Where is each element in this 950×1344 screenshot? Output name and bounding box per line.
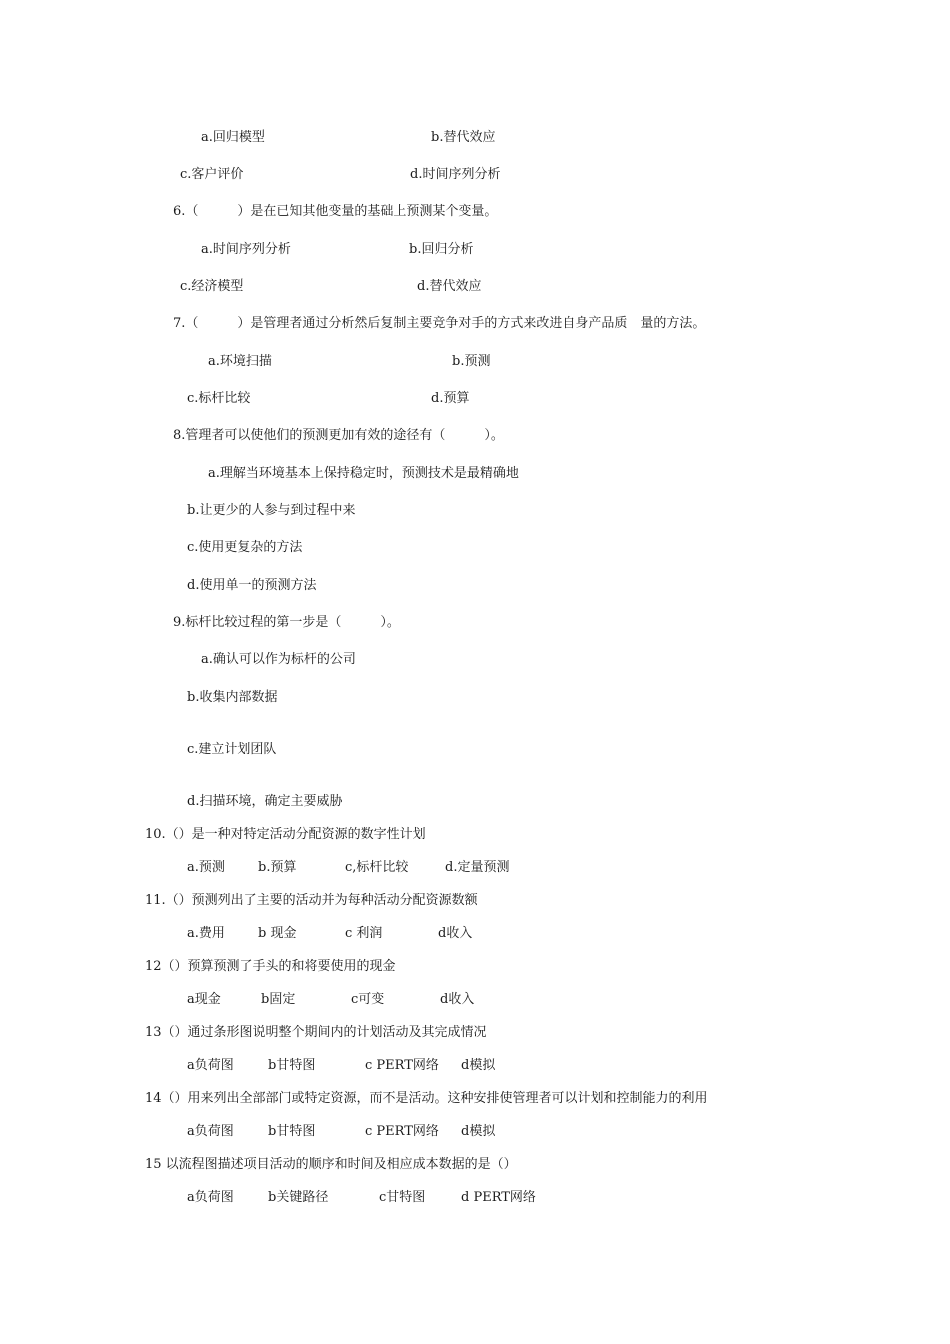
q14-option-b: b甘特图: [268, 1124, 316, 1139]
q5-option-a: a.回归模型: [201, 130, 265, 145]
q9-option-b: b.收集内部数据: [187, 690, 278, 705]
q6-option-a: a.时间序列分析: [201, 242, 291, 257]
q14-question: 14（）用来列出全部部门或特定资源，而不是活动。这种安排使管理者可以计划和控制能力的利用: [145, 1091, 708, 1106]
q7-question: 7.（ ）是管理者通过分析然后复制主要竞争对手的方式来改进自身产品质 量的方法。: [173, 316, 706, 331]
q6-option-b: b.回归分析: [409, 242, 474, 257]
q13-question: 13（）通过条形图说明整个期间内的计划活动及其完成情况: [145, 1025, 487, 1040]
q7-option-b: b.预测: [452, 354, 491, 369]
q13-option-d: d模拟: [461, 1058, 496, 1073]
q14-option-d: d模拟: [461, 1124, 496, 1139]
q5-option-c: c.客户评价: [180, 167, 244, 182]
q12-option-d: d收入: [440, 992, 475, 1007]
q12-option-c: c可变: [351, 992, 385, 1007]
q5-option-b: b.替代效应: [431, 130, 496, 145]
q8-option-c: c.使用更复杂的方法: [187, 540, 303, 555]
q14-option-a: a负荷图: [187, 1124, 234, 1139]
q6-question: 6.（ ）是在已知其他变量的基础上预测某个变量。: [173, 204, 498, 219]
q10-option-c: c,标杆比较: [345, 860, 409, 875]
q15-option-a: a负荷图: [187, 1190, 234, 1205]
q8-option-d: d.使用单一的预测方法: [187, 578, 317, 593]
q11-option-c: c 利润: [345, 926, 383, 941]
q7-option-d: d.预算: [431, 391, 470, 406]
q10-option-b: b.预算: [258, 860, 297, 875]
q8-question: 8.管理者可以使他们的预测更加有效的途径有（ ）。: [173, 428, 504, 443]
q9-question: 9.标杆比较过程的第一步是（ ）。: [173, 615, 400, 630]
q10-question: 10.（）是一种对特定活动分配资源的数字性计划: [145, 827, 426, 842]
q10-option-d: d.定量预测: [445, 860, 510, 875]
q6-option-c: c.经济模型: [180, 279, 244, 294]
q11-question: 11.（）预测列出了主要的活动并为每种活动分配资源数额: [145, 893, 478, 908]
q15-option-d: d PERT网络: [461, 1190, 536, 1205]
q11-option-d: d收入: [438, 926, 473, 941]
q14-option-c: c PERT网络: [365, 1124, 439, 1139]
q8-option-b: b.让更少的人参与到过程中来: [187, 503, 356, 518]
q13-option-a: a负荷图: [187, 1058, 234, 1073]
q15-option-c: c甘特图: [379, 1190, 426, 1205]
q12-question: 12（）预算预测了手头的和将要使用的现金: [145, 959, 396, 974]
q15-question: 15 以流程图描述项目活动的顺序和时间及相应成本数据的是（）: [145, 1157, 517, 1172]
q6-option-d: d.替代效应: [417, 279, 482, 294]
q11-option-a: a.费用: [187, 926, 225, 941]
q13-option-c: c PERT网络: [365, 1058, 439, 1073]
q9-option-a: a.确认可以作为标杆的公司: [201, 652, 356, 667]
q7-option-a: a.环境扫描: [208, 354, 272, 369]
q9-option-d: d.扫描环境，确定主要威胁: [187, 794, 343, 809]
q15-option-b: b关键路径: [268, 1190, 329, 1205]
q11-option-b: b 现金: [258, 926, 297, 941]
q5-option-d: d.时间序列分析: [410, 167, 501, 182]
q13-option-b: b甘特图: [268, 1058, 316, 1073]
q10-option-a: a.预测: [187, 860, 225, 875]
q12-option-a: a现金: [187, 992, 221, 1007]
q9-option-c: c.建立计划团队: [187, 742, 277, 757]
q7-option-c: c.标杆比较: [187, 391, 251, 406]
q8-option-a: a.理解当环境基本上保持稳定时，预测技术是最精确地: [208, 466, 519, 481]
q12-option-b: b固定: [261, 992, 296, 1007]
